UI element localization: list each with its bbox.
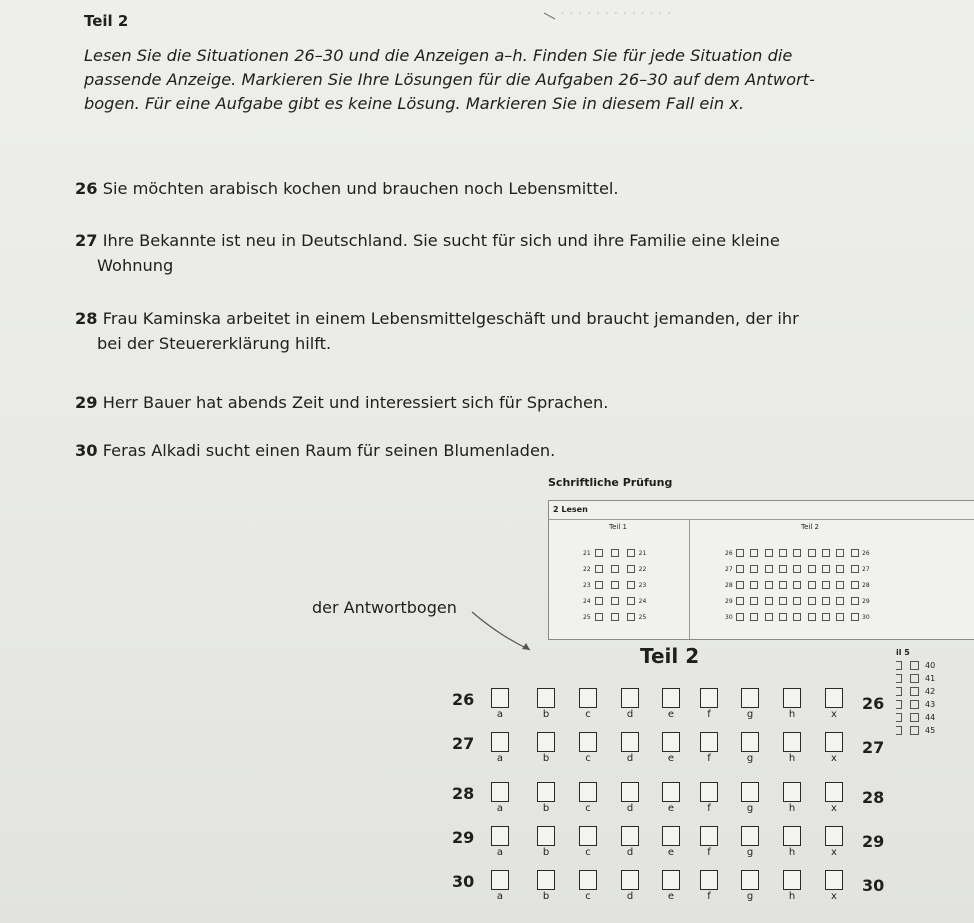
mini-checkbox[interactable] [793,549,801,557]
mini-checkbox[interactable] [611,565,619,573]
instruction-line-2: passende Anzeige. Markieren Sie Ihre Lösungen für die Aufgaben 26–30 auf dem Antwort- [84,70,815,89]
mini-checkbox[interactable] [595,581,603,589]
mini-checkbox[interactable] [750,597,758,605]
mini-row-number: 25 [583,613,591,621]
sheet-divider-vertical [689,519,690,639]
answer-option-letter: d [626,891,634,902]
task-number: 26 [75,179,98,198]
mini-checkbox[interactable] [627,597,635,605]
callout-arrow-icon [470,610,540,654]
side-checkbox[interactable] [896,726,902,735]
task-26 [75,176,865,201]
answer-option-letter: g [746,753,754,764]
answer-checkbox-26-e[interactable] [662,688,680,708]
sheet-divider-horizontal [549,519,974,520]
mini-checkbox[interactable] [611,581,619,589]
task-number: 28 [75,309,98,328]
answer-option-letter: h [788,847,796,858]
page-heading: Teil 2 [84,12,129,30]
answer-checkbox-27-b[interactable] [537,732,555,752]
mini-checkbox[interactable] [736,597,744,605]
answer-option-letter: x [831,803,837,814]
answer-checkbox-26-x[interactable] [825,688,843,708]
mini-answer-sheet [548,500,974,640]
answer-checkbox-30-d[interactable] [621,870,639,890]
mini-checkbox[interactable] [750,613,758,621]
answer-option-letter: x [831,847,837,858]
answer-checkbox-26-c[interactable] [579,688,597,708]
side-row [896,711,935,724]
mini-checkbox[interactable] [793,597,801,605]
answer-checkbox-27-c[interactable] [579,732,597,752]
mini-checkbox[interactable] [851,549,859,557]
answer-option-letter: h [788,803,796,814]
answer-option-letter: a [496,753,504,764]
mini-checkbox[interactable] [779,581,787,589]
answer-row-number-left: 27 [452,734,475,753]
corner-mark-icon [543,12,557,20]
answer-option-letter: a [496,891,504,902]
sheet-teil1-label: Teil 1 [609,523,627,531]
answer-option-letter: b [542,891,550,902]
answer-checkbox-27-h[interactable] [783,732,801,752]
mini-checkbox[interactable] [611,549,619,557]
mini-row-teil2 [725,597,870,605]
answer-checkbox-28-h[interactable] [783,782,801,802]
side-ref-label: il 5 [896,648,910,657]
side-checkbox[interactable] [910,700,919,709]
answer-checkbox-29-a[interactable] [491,826,509,846]
answer-row-number-right: 30 [862,876,885,895]
mini-checkbox[interactable] [750,549,758,557]
mini-row-number: 27 [725,565,733,573]
mini-checkbox[interactable] [779,549,787,557]
mini-row-teil1 [583,613,646,621]
answer-option-letter: f [707,753,711,764]
sheet-title: Schriftliche Prüfung [548,476,673,489]
side-checkbox[interactable] [910,726,919,735]
mini-checkbox[interactable] [595,613,603,621]
side-row [896,672,935,685]
answer-checkbox-29-h[interactable] [783,826,801,846]
mini-checkbox[interactable] [836,565,844,573]
answer-row-number-left: 26 [452,690,475,709]
mini-row-number: 24 [583,597,591,605]
mini-checkbox[interactable] [779,613,787,621]
task-text: Ihre Bekannte ist neu in Deutschland. Sie sucht für sich und ihre Familie eine kleine [102,231,780,250]
mini-checkbox[interactable] [822,565,830,573]
answer-checkbox-26-f[interactable] [700,688,718,708]
side-checkbox[interactable] [896,700,902,709]
answer-checkbox-30-e[interactable] [662,870,680,890]
mini-row-number: 22 [638,565,647,573]
mini-row-number: 29 [862,597,870,605]
answer-row-number-right: 27 [862,738,885,757]
side-row-number: 42 [925,687,936,696]
mini-checkbox[interactable] [736,613,744,621]
answer-option-letter: e [667,891,675,902]
task-text-continuation: Wohnung [97,256,174,275]
answer-option-letter: c [585,753,591,764]
answer-option-letter: x [831,709,837,720]
mini-row-teil1 [583,597,646,605]
answer-checkbox-29-e[interactable] [662,826,680,846]
side-row [896,685,935,698]
mini-checkbox[interactable] [611,613,619,621]
mini-checkbox[interactable] [627,581,635,589]
mini-row-teil1 [583,581,646,589]
bleed-through-text: · · · · · · · · · · · · · [560,6,672,22]
answer-option-letter: x [831,753,837,764]
mini-checkbox[interactable] [808,565,816,573]
mini-row-number: 30 [725,613,733,621]
answer-option-letter: c [585,847,591,858]
side-checkbox[interactable] [910,713,919,722]
answer-checkbox-26-d[interactable] [621,688,639,708]
side-row-number: 44 [925,713,936,722]
mini-row-teil2 [725,549,870,557]
answer-row-number-right: 28 [862,788,885,807]
side-row [896,724,935,737]
task-27 [75,228,865,278]
answer-row-number-right: 26 [862,694,885,713]
mini-row-number: 23 [638,581,647,589]
answer-option-letter: d [626,753,634,764]
side-rows [896,659,935,737]
mini-checkbox[interactable] [808,613,816,621]
side-row-number: 45 [925,726,936,735]
answer-checkbox-28-b[interactable] [537,782,555,802]
side-answer-column [896,648,935,737]
answer-option-letter: e [667,847,675,858]
answer-checkbox-29-c[interactable] [579,826,597,846]
answer-option-letter: b [542,753,550,764]
mini-row-teil1 [583,549,646,557]
answer-option-letter: c [585,803,591,814]
mini-checkbox[interactable] [765,597,773,605]
task-number: 30 [75,441,98,460]
mini-checkbox[interactable] [822,581,830,589]
answer-option-letter: h [788,753,796,764]
answer-checkbox-27-d[interactable] [621,732,639,752]
answer-option-letter: b [542,709,550,720]
answer-row-27 [0,732,974,772]
task-text: Frau Kaminska arbeitet in einem Lebensmittelgeschäft und braucht jemanden, der ihr [102,309,799,328]
answer-option-letter: h [788,891,796,902]
answer-checkbox-30-b[interactable] [537,870,555,890]
mini-checkbox[interactable] [736,581,744,589]
instruction-text [84,44,854,116]
mini-row-number: 24 [638,597,647,605]
answer-row-29 [0,826,974,866]
sheet-subtitle: 2 Lesen [553,505,588,514]
mini-row-teil1 [583,565,646,573]
answer-option-letter: a [496,803,504,814]
mini-row-teil2 [725,613,870,621]
answer-option-letter: g [746,803,754,814]
answer-option-letter: e [667,709,675,720]
mini-checkbox[interactable] [793,613,801,621]
side-row-number: 41 [925,674,936,683]
side-checkbox[interactable] [896,713,902,722]
side-row [896,698,935,711]
mini-row-number: 26 [725,549,733,557]
side-checkbox[interactable] [896,661,902,670]
answer-checkbox-28-x[interactable] [825,782,843,802]
answer-option-letter: d [626,803,634,814]
mini-checkbox[interactable] [736,549,744,557]
answer-checkbox-26-h[interactable] [783,688,801,708]
answer-checkbox-27-f[interactable] [700,732,718,752]
mini-checkbox[interactable] [822,549,830,557]
side-checkbox[interactable] [910,674,919,683]
answer-row-26 [0,688,974,728]
mini-checkbox[interactable] [808,581,816,589]
answer-option-letter: a [496,709,504,720]
answer-checkbox-30-x[interactable] [825,870,843,890]
side-row-number: 43 [925,700,936,709]
answer-checkbox-26-g[interactable] [741,688,759,708]
mini-row-teil2 [725,565,870,573]
mini-checkbox[interactable] [793,581,801,589]
mini-row-teil2 [725,581,870,589]
mini-row-number: 21 [583,549,591,557]
answer-option-letter: f [707,891,711,902]
answer-checkbox-28-a[interactable] [491,782,509,802]
mini-checkbox[interactable] [736,565,744,573]
answer-option-letter: f [707,709,711,720]
answer-checkbox-29-b[interactable] [537,826,555,846]
mini-checkbox[interactable] [779,565,787,573]
answer-checkbox-28-g[interactable] [741,782,759,802]
mini-row-number: 23 [583,581,591,589]
mini-checkbox[interactable] [851,597,859,605]
mini-checkbox[interactable] [627,613,635,621]
answer-checkbox-29-d[interactable] [621,826,639,846]
mini-row-number: 28 [862,581,870,589]
mini-row-number: 29 [725,597,733,605]
answer-option-letter: c [585,709,591,720]
mini-checkbox[interactable] [836,581,844,589]
answer-row-28 [0,782,974,822]
answer-checkbox-30-g[interactable] [741,870,759,890]
answer-option-letter: d [626,847,634,858]
answer-checkbox-30-c[interactable] [579,870,597,890]
mini-checkbox[interactable] [822,597,830,605]
mini-checkbox[interactable] [765,613,773,621]
mini-checkbox[interactable] [822,613,830,621]
task-number: 27 [75,231,98,250]
answer-checkbox-29-g[interactable] [741,826,759,846]
mini-checkbox[interactable] [836,613,844,621]
task-29 [75,390,865,415]
instruction-line-3: bogen. Für eine Aufgabe gibt es keine Lösung. Markieren Sie in diesem Fall ein x. [84,94,744,113]
answer-checkbox-28-f[interactable] [700,782,718,802]
answer-checkbox-28-c[interactable] [579,782,597,802]
mini-checkbox[interactable] [808,597,816,605]
mini-checkbox[interactable] [595,549,603,557]
task-30 [75,438,865,463]
mini-row-number: 27 [862,565,870,573]
answer-checkbox-30-h[interactable] [783,870,801,890]
side-checkbox[interactable] [896,687,902,696]
answer-checkbox-27-g[interactable] [741,732,759,752]
answer-option-letter: d [626,709,634,720]
mini-checkbox[interactable] [595,597,603,605]
answer-checkbox-27-a[interactable] [491,732,509,752]
sheet-teil2-label: Teil 2 [801,523,819,531]
answer-checkbox-28-e[interactable] [662,782,680,802]
answer-option-letter: e [667,803,675,814]
answer-row-number-left: 30 [452,872,475,891]
mini-row-number: 30 [862,613,870,621]
answer-option-letter: b [542,847,550,858]
answer-option-letter: e [667,753,675,764]
side-checkbox[interactable] [896,674,902,683]
mini-checkbox[interactable] [836,597,844,605]
mini-row-number: 22 [583,565,591,573]
mini-checkbox[interactable] [750,565,758,573]
task-text: Feras Alkadi sucht einen Raum für seinen Blumenladen. [102,441,556,460]
answer-row-number-right: 29 [862,832,885,851]
callout-label: der Antwortbogen [312,598,457,617]
mini-checkbox[interactable] [851,613,859,621]
mini-row-number: 21 [638,549,647,557]
mini-checkbox[interactable] [836,549,844,557]
mini-checkbox[interactable] [627,565,635,573]
side-row [896,659,935,672]
task-28 [75,306,865,356]
answer-sheet-title: Teil 2 [640,644,700,668]
mini-row-number: 25 [638,613,647,621]
task-number: 29 [75,393,98,412]
side-row-number: 40 [925,661,936,670]
mini-checkbox[interactable] [765,565,773,573]
task-text: Sie möchten arabisch kochen und brauchen noch Lebensmittel. [102,179,619,198]
answer-option-letter: f [707,847,711,858]
mini-row-number: 28 [725,581,733,589]
mini-checkbox[interactable] [611,597,619,605]
answer-option-letter: g [746,891,754,902]
instruction-line-1: Lesen Sie die Situationen 26–30 und die Anzeigen a–h. Finden Sie für jede Situation die [84,46,793,65]
answer-option-letter: c [585,891,591,902]
mini-checkbox[interactable] [627,549,635,557]
answer-checkbox-28-d[interactable] [621,782,639,802]
answer-row-number-left: 29 [452,828,475,847]
mini-checkbox[interactable] [595,565,603,573]
mini-checkbox[interactable] [851,581,859,589]
mini-checkbox[interactable] [765,549,773,557]
answer-option-letter: g [746,847,754,858]
answer-row-number-left: 28 [452,784,475,803]
mini-checkbox[interactable] [779,597,787,605]
mini-checkbox[interactable] [765,581,773,589]
answer-checkbox-30-a[interactable] [491,870,509,890]
answer-option-letter: b [542,803,550,814]
answer-checkbox-27-e[interactable] [662,732,680,752]
mini-checkbox[interactable] [793,565,801,573]
answer-row-30 [0,870,974,910]
mini-checkbox[interactable] [808,549,816,557]
task-text: Herr Bauer hat abends Zeit und interessiert sich für Sprachen. [102,393,609,412]
mini-checkbox[interactable] [750,581,758,589]
side-checkbox[interactable] [910,687,919,696]
answer-option-letter: f [707,803,711,814]
answer-option-letter: g [746,709,754,720]
answer-checkbox-26-b[interactable] [537,688,555,708]
answer-option-letter: a [496,847,504,858]
side-checkbox[interactable] [910,661,919,670]
answer-checkbox-29-x[interactable] [825,826,843,846]
mini-checkbox[interactable] [851,565,859,573]
answer-checkbox-26-a[interactable] [491,688,509,708]
answer-checkbox-29-f[interactable] [700,826,718,846]
mini-row-number: 26 [862,549,870,557]
answer-option-letter: x [831,891,837,902]
answer-option-letter: h [788,709,796,720]
task-text-continuation: bei der Steuererklärung hilft. [97,334,332,353]
answer-checkbox-27-x[interactable] [825,732,843,752]
answer-checkbox-30-f[interactable] [700,870,718,890]
